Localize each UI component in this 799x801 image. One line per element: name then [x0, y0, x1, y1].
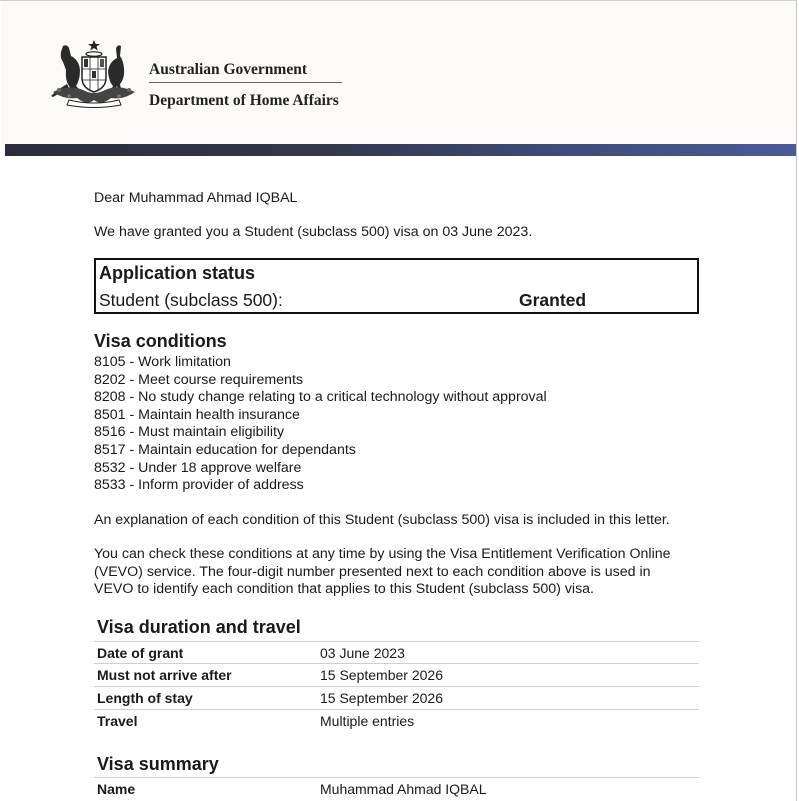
- row-value: Multiple entries: [320, 713, 415, 729]
- row-key: Length of stay: [97, 690, 193, 706]
- greeting: Dear Muhammad Ahmad IQBAL: [94, 190, 298, 206]
- duration-row: [94, 686, 699, 709]
- row-value: Muhammad Ahmad IQBAL: [320, 781, 487, 797]
- row-value: 03 June 2023: [320, 645, 405, 661]
- condition-item: 8533 - Inform provider of address: [94, 477, 304, 493]
- letter-header: [1, 2, 796, 144]
- condition-item: 8532 - Under 18 approve welfare: [94, 460, 302, 476]
- row-key: Travel: [97, 713, 138, 729]
- vevo-paragraph-line: You can check these conditions at any time by using the Visa Entitlement Verification Online: [94, 546, 671, 562]
- visa-conditions-heading: Visa conditions: [94, 331, 227, 351]
- row-key: Name: [97, 781, 136, 797]
- duration-row: [94, 641, 699, 664]
- status-label: Student (subclass 500):: [99, 290, 283, 310]
- header-divider: [149, 82, 342, 83]
- condition-item: 8501 - Maintain health insurance: [94, 407, 300, 423]
- condition-item: 8517 - Maintain education for dependants: [94, 442, 356, 458]
- condition-item: 8202 - Meet course requirements: [94, 372, 303, 388]
- duration-row: [94, 663, 699, 686]
- condition-item: 8105 - Work limitation: [94, 354, 231, 370]
- duration-row: [94, 709, 699, 732]
- application-status-box: [94, 258, 699, 314]
- department-name: Department of Home Affairs: [149, 92, 339, 109]
- coat-of-arms-icon: [49, 40, 139, 108]
- vevo-paragraph-line: (VEVO) service. The four-digit number presented next to each condition above is used in: [94, 564, 651, 580]
- row-value: 15 September 2026: [320, 690, 443, 706]
- condition-item: 8208 - No study change relating to a critical technology without approval: [94, 389, 547, 405]
- conditions-explanation: An explanation of each condition of this Student (subclass 500) visa is included in this letter.: [94, 512, 670, 528]
- status-title: Application status: [99, 263, 256, 283]
- status-value: Granted: [519, 290, 587, 310]
- row-key: Must not arrive after: [97, 667, 232, 683]
- visa-summary-heading: Visa summary: [97, 754, 219, 774]
- government-name: Australian Government: [149, 61, 308, 78]
- vevo-paragraph-line: VEVO to identify each condition that applies to this Student (subclass 500) visa.: [94, 581, 594, 597]
- visa-duration-heading: Visa duration and travel: [97, 617, 301, 637]
- row-key: Date of grant: [97, 645, 184, 661]
- condition-item: 8516 - Must maintain eligibility: [94, 424, 285, 440]
- row-value: 15 September 2026: [320, 667, 443, 683]
- header-band: [5, 144, 796, 156]
- grant-intro: We have granted you a Student (subclass 500) visa on 03 June 2023.: [94, 224, 533, 240]
- summary-row: [94, 777, 699, 800]
